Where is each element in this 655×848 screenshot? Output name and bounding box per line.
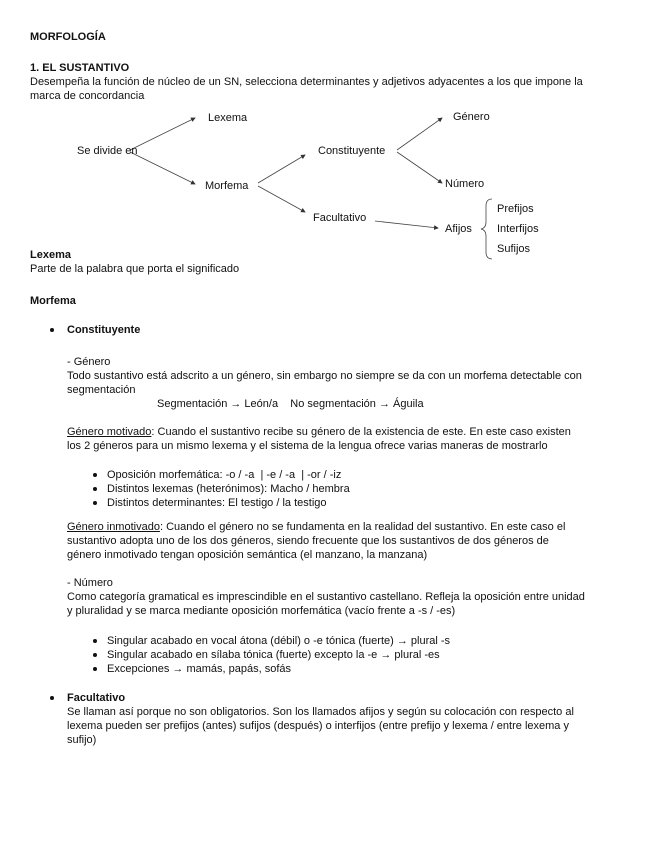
bullet-icon xyxy=(50,328,54,332)
bullet-icon xyxy=(93,487,97,491)
document-title: MORFOLOGÍA xyxy=(30,31,106,43)
bullet-icon xyxy=(93,653,97,657)
text-line: y pluralidad y se marca mediante oposición morfemática (vacío frente a -s / -es) xyxy=(67,605,456,617)
diagram-node-sufijos: Sufijos xyxy=(497,243,531,255)
genero-motivado xyxy=(67,425,571,453)
constituyente-label: Constituyente xyxy=(67,324,141,336)
morphology-diagram xyxy=(0,0,655,270)
morfema-heading: Morfema xyxy=(30,295,76,307)
list-item: Singular acabado en sílaba tónica (fuerte) excepto la -e → plural -es xyxy=(107,649,440,661)
numero-heading: - Número xyxy=(67,577,113,589)
diagram-node-prefijos: Prefijos xyxy=(497,203,534,215)
text-line: Todo sustantivo está adscrito a un género, sin embargo no siempre se da con un morfema detectable con xyxy=(67,370,582,382)
genero-heading: - Género xyxy=(67,356,111,368)
arrow-line xyxy=(258,186,305,212)
bullet-icon xyxy=(93,473,97,477)
text-line: marca de concordancia xyxy=(30,90,145,102)
diagram-node-facultativo: Facultativo xyxy=(313,212,367,224)
arrow-line xyxy=(130,152,195,184)
genero-text xyxy=(67,369,582,397)
text-line: lexema pueden ser prefijos (antes) sufijos (después) o interfijos (entre prefijo y lexema / entre lexema y xyxy=(67,720,569,732)
list-item: Oposición morfemática: -o / -a | -e / -a | -or / -iz xyxy=(107,469,342,481)
numero-text xyxy=(67,590,585,618)
diagram-node-interfijos: Interfijos xyxy=(497,223,539,235)
bullet-icon xyxy=(93,639,97,643)
diagram-node-afijos: Afijos xyxy=(445,223,472,235)
arrow-line xyxy=(258,155,305,183)
diagram-node-genero: Género xyxy=(453,111,490,123)
text-line: sufijo) xyxy=(67,734,97,746)
bullet-icon xyxy=(93,501,97,505)
lexema-heading: Lexema xyxy=(30,249,71,261)
diagram-node-lexema: Lexema xyxy=(208,112,248,124)
arrow-line xyxy=(375,221,438,228)
diagram-node-numero: Número xyxy=(445,178,485,190)
diagram-node-constituyente: Constituyente xyxy=(318,145,386,157)
text-line: segmentación xyxy=(67,384,136,396)
text-line: Se llaman así porque no son obligatorios. Son los llamados afijos y según su colocación con respecto al xyxy=(67,706,574,718)
section-heading: 1. EL SUSTANTIVO xyxy=(30,62,130,74)
text-line: Desempeña la función de núcleo de un SN, selecciona determinantes y adjetivos adyacentes a los que impone la xyxy=(30,76,583,88)
list-item: Excepciones → mamás, papás, sofás xyxy=(107,663,292,675)
arrow-line xyxy=(397,152,442,183)
diagram-node-morfema: Morfema xyxy=(205,180,249,192)
arrow-line xyxy=(397,118,442,150)
facultativo-text xyxy=(67,705,574,747)
text-line: género inmotivado tengan oposición semántica (el manzano, la manzana) xyxy=(67,549,428,561)
arrow-line xyxy=(130,118,195,150)
lexema-text: Parte de la palabra que porta el significado xyxy=(30,263,240,275)
text-line: sustantivo adopta uno de los dos géneros, siendo frecuente que los sustantivos de dos géneros de xyxy=(67,535,549,547)
brace xyxy=(481,199,492,259)
text-line: los 2 géneros para un mismo lexema y el sistema de la lengua ofrece varias maneras de mostrarlo xyxy=(67,440,548,452)
motivado-label: Género motivado xyxy=(67,426,152,438)
bullet-icon xyxy=(93,667,97,671)
text-line: : Cuando el sustantivo recibe su género de la existencia de este. En este caso existen xyxy=(151,426,571,438)
list-item: Distintos determinantes: El testigo / la testigo xyxy=(107,497,327,509)
text-line: : Cuando el género no se fundamenta en la realidad del sustantivo. En este caso el xyxy=(159,521,566,533)
list-item: Singular acabado en vocal átona (débil) o -e tónica (fuerte) → plural -s xyxy=(107,635,451,647)
facultativo-label: Facultativo xyxy=(67,692,126,704)
text-line: Como categoría gramatical es imprescindible en el sustantivo castellano. Refleja la oposición entre unidad xyxy=(67,591,585,603)
segmentacion-example: Segmentación → León/a No segmentación → Águila xyxy=(157,398,424,410)
genero-inmotivado xyxy=(67,520,565,562)
bullet-icon xyxy=(50,696,54,700)
diagram-node-root: Se divide en xyxy=(77,145,138,157)
inmotivado-label: Género inmotivado xyxy=(67,521,160,533)
list-item: Distintos lexemas (heterónimos): Macho / hembra xyxy=(107,483,350,495)
